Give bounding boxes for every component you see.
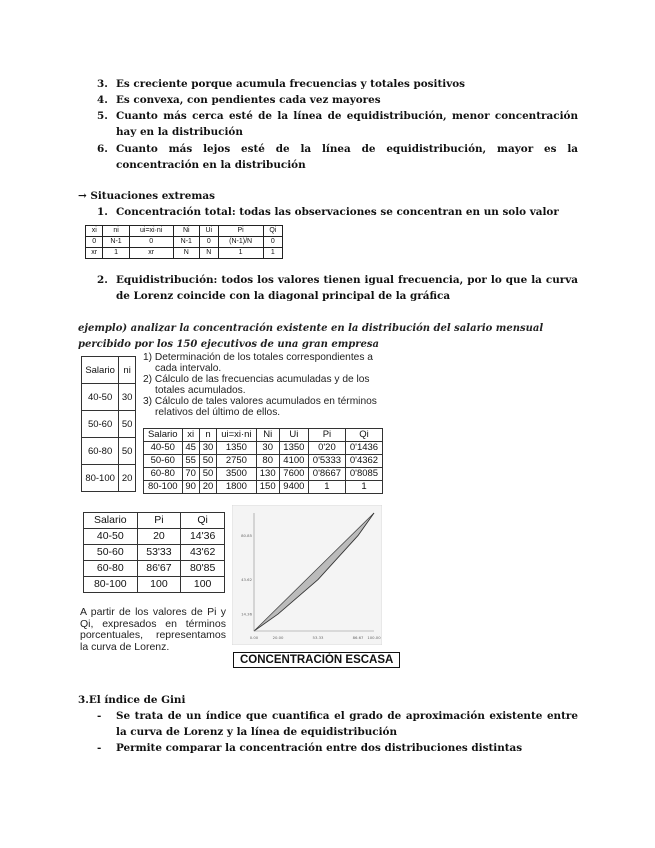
table-cell: 0'5333 xyxy=(308,455,345,468)
table-row xyxy=(82,411,136,438)
table-cell: 55 xyxy=(182,455,199,468)
table-cell: 30 xyxy=(119,384,136,411)
table-cell: 40-50 xyxy=(84,529,138,545)
table-cell: 20 xyxy=(137,529,181,545)
table-row xyxy=(84,561,225,577)
table-cell: 1800 xyxy=(217,481,256,494)
list-number: 3. xyxy=(97,78,108,90)
x-tick-label: 0.00 xyxy=(249,635,259,640)
table-cell: Ni xyxy=(173,226,199,237)
table-cell: Salario xyxy=(144,429,183,442)
step-item: 1) Determinación de los totales correspondientes a cada intervalo. xyxy=(143,352,373,374)
calc-table xyxy=(143,428,383,494)
steps-list xyxy=(143,352,383,418)
section-heading: → Situaciones extremas xyxy=(78,190,215,202)
table-cell: 20 xyxy=(199,481,216,494)
table-cell: 7600 xyxy=(279,468,308,481)
table-cell: 14'36 xyxy=(181,529,225,545)
y-tick-label: 14.36 xyxy=(241,611,252,617)
table-cell: 4100 xyxy=(279,455,308,468)
x-tick-label: 86.67 xyxy=(352,635,364,640)
table-cell: 70 xyxy=(182,468,199,481)
y-tick-label: 43.62 xyxy=(241,577,252,583)
table-cell: 80 xyxy=(256,455,279,468)
table-cell: 0 xyxy=(199,237,218,248)
table-cell: 40-50 xyxy=(144,442,183,455)
table-cell: Qi xyxy=(181,513,225,529)
table-cell: Pi xyxy=(218,226,263,237)
table-row xyxy=(82,438,136,465)
table-cell: Pi xyxy=(137,513,181,529)
table-cell: 80-100 xyxy=(84,577,138,593)
table-cell: 60-80 xyxy=(82,438,119,465)
table-cell: ui=xi·ni xyxy=(129,226,173,237)
table-cell: 0 xyxy=(86,237,103,248)
list-number: 1. xyxy=(97,206,108,218)
table-cell: xr xyxy=(129,248,173,259)
list-number: 4. xyxy=(97,94,108,106)
table-cell: N-1 xyxy=(173,237,199,248)
table-cell: 3500 xyxy=(217,468,256,481)
table-header-row xyxy=(84,513,225,529)
table-cell: 60-80 xyxy=(84,561,138,577)
table-cell: ni xyxy=(103,226,129,237)
table-row xyxy=(86,248,283,259)
x-tick-label: 53.33 xyxy=(312,635,324,640)
list-item: Equidistribución: todos los valores tienen igual frecuencia, por lo que la curva de Lorenz coincide con la diagonal principal de la gráfica xyxy=(116,274,578,302)
table-cell: 1 xyxy=(103,248,129,259)
table-cell: 30 xyxy=(199,442,216,455)
table-cell: 86'67 xyxy=(137,561,181,577)
table-cell: 80-100 xyxy=(82,465,119,492)
table-cell: 1 xyxy=(218,248,263,259)
table-cell: 20 xyxy=(119,465,136,492)
table-cell: Salario xyxy=(84,513,138,529)
table-row xyxy=(86,237,283,248)
table-row xyxy=(144,468,383,481)
table-cell: ui=xi·ni xyxy=(217,429,256,442)
table-cell: 90 xyxy=(182,481,199,494)
table-row xyxy=(144,481,383,494)
list-item: Concentración total: todas las observaciones se concentran en un solo valor xyxy=(116,206,559,218)
step-item: 2) Cálculo de las frecuencias acumuladas y de los totales acumulados. xyxy=(143,374,370,396)
table-cell: Pi xyxy=(308,429,345,442)
table-row xyxy=(84,577,225,593)
table-row xyxy=(144,442,383,455)
table-cell: 150 xyxy=(256,481,279,494)
lorenz-note: A partir de los valores de Pi y Qi, expresados en términos porcentuales, representamos la curva de Lorenz. xyxy=(80,606,226,653)
table-cell: xi xyxy=(86,226,103,237)
list-item: Se trata de un índice que cuantifica el grado de aproximación existente entre la curva de Lorenz y la línea de equidistribución xyxy=(116,710,578,738)
table-cell: 50-60 xyxy=(82,411,119,438)
bullet-dash: - xyxy=(97,742,102,754)
table-cell: 100 xyxy=(181,577,225,593)
table-cell: 50 xyxy=(119,411,136,438)
table-cell: 53'33 xyxy=(137,545,181,561)
table-header-row xyxy=(82,357,136,384)
table-cell: 50 xyxy=(199,455,216,468)
list-number: 5. xyxy=(97,110,108,122)
table-cell: 0 xyxy=(263,237,282,248)
table-cell: (N-1)/N xyxy=(218,237,263,248)
example-intro: ejemplo) analizar la concentración existente en la distribución del salario mensual percibido por los 150 ejecutivos de una gran empresa xyxy=(78,323,544,350)
table-cell: Salario xyxy=(82,357,119,384)
table-cell: Ui xyxy=(199,226,218,237)
x-tick-label: 20.00 xyxy=(272,635,284,640)
table-row xyxy=(84,545,225,561)
table-cell: 9400 xyxy=(279,481,308,494)
table-cell: 1350 xyxy=(279,442,308,455)
table-cell: N xyxy=(199,248,218,259)
table-cell: 50 xyxy=(119,438,136,465)
table-cell: 2750 xyxy=(217,455,256,468)
salary-table xyxy=(81,356,136,492)
table-cell: 50 xyxy=(199,468,216,481)
table-cell: Qi xyxy=(263,226,282,237)
extreme-table xyxy=(85,225,283,259)
table-cell: Ni xyxy=(256,429,279,442)
table-cell: 80-100 xyxy=(144,481,183,494)
list-number: 6. xyxy=(97,143,108,155)
table-cell: 130 xyxy=(256,468,279,481)
table-cell: 1350 xyxy=(217,442,256,455)
section-heading: 3.El índice de Gini xyxy=(78,694,186,706)
table-cell: 0'8667 xyxy=(308,468,345,481)
table-cell: 1 xyxy=(308,481,345,494)
table-header-row xyxy=(144,429,383,442)
percent-table xyxy=(83,512,225,593)
table-cell: 1 xyxy=(345,481,382,494)
bullet-dash: - xyxy=(97,710,102,722)
table-cell: 100 xyxy=(137,577,181,593)
table-cell: 0'20 xyxy=(308,442,345,455)
table-cell: 80'85 xyxy=(181,561,225,577)
table-cell: 0'1436 xyxy=(345,442,382,455)
table-row xyxy=(144,455,383,468)
table-cell: 30 xyxy=(256,442,279,455)
table-row xyxy=(82,384,136,411)
list-item: Cuanto más lejos esté de la línea de equidistribución, mayor es la concentración en la distribución xyxy=(116,143,578,171)
list-number: 2. xyxy=(97,274,108,286)
table-cell: 45 xyxy=(182,442,199,455)
table-cell: 0 xyxy=(129,237,173,248)
table-cell: Ui xyxy=(279,429,308,442)
chart-label: CONCENTRACIÓN ESCASA xyxy=(233,652,400,668)
list-item: Permite comparar la concentración entre dos distribuciones distintas xyxy=(116,742,523,754)
table-cell: N-1 xyxy=(103,237,129,248)
table-cell: N xyxy=(173,248,199,259)
x-tick-label: 100.00 xyxy=(367,635,381,640)
table-row xyxy=(82,465,136,492)
step-item: 3) Cálculo de tales valores acumulados en términos relativos del último de ellos. xyxy=(143,396,377,418)
lorenz-chart xyxy=(232,505,382,645)
table-cell: 1 xyxy=(263,248,282,259)
table-header-row xyxy=(86,226,283,237)
y-tick-label: 80.85 xyxy=(241,533,252,539)
table-cell: 0'4362 xyxy=(345,455,382,468)
table-cell: xi xyxy=(182,429,199,442)
list-item: Es creciente porque acumula frecuencias y totales positivos xyxy=(116,78,466,90)
table-cell: 43'62 xyxy=(181,545,225,561)
list-item: Cuanto más cerca esté de la línea de equidistribución, menor concentración hay en la distribución xyxy=(116,110,578,138)
list-item: Es convexa, con pendientes cada vez mayores xyxy=(116,94,381,106)
chart-frame xyxy=(232,505,382,645)
table-cell: xr xyxy=(86,248,103,259)
table-cell: 0'8085 xyxy=(345,468,382,481)
table-cell: 50-60 xyxy=(144,455,183,468)
table-cell: 40-50 xyxy=(82,384,119,411)
table-row xyxy=(84,529,225,545)
table-cell: Qi xyxy=(345,429,382,442)
table-cell: n xyxy=(199,429,216,442)
table-cell: 60-80 xyxy=(144,468,183,481)
table-cell: ni xyxy=(119,357,136,384)
table-cell: 50-60 xyxy=(84,545,138,561)
